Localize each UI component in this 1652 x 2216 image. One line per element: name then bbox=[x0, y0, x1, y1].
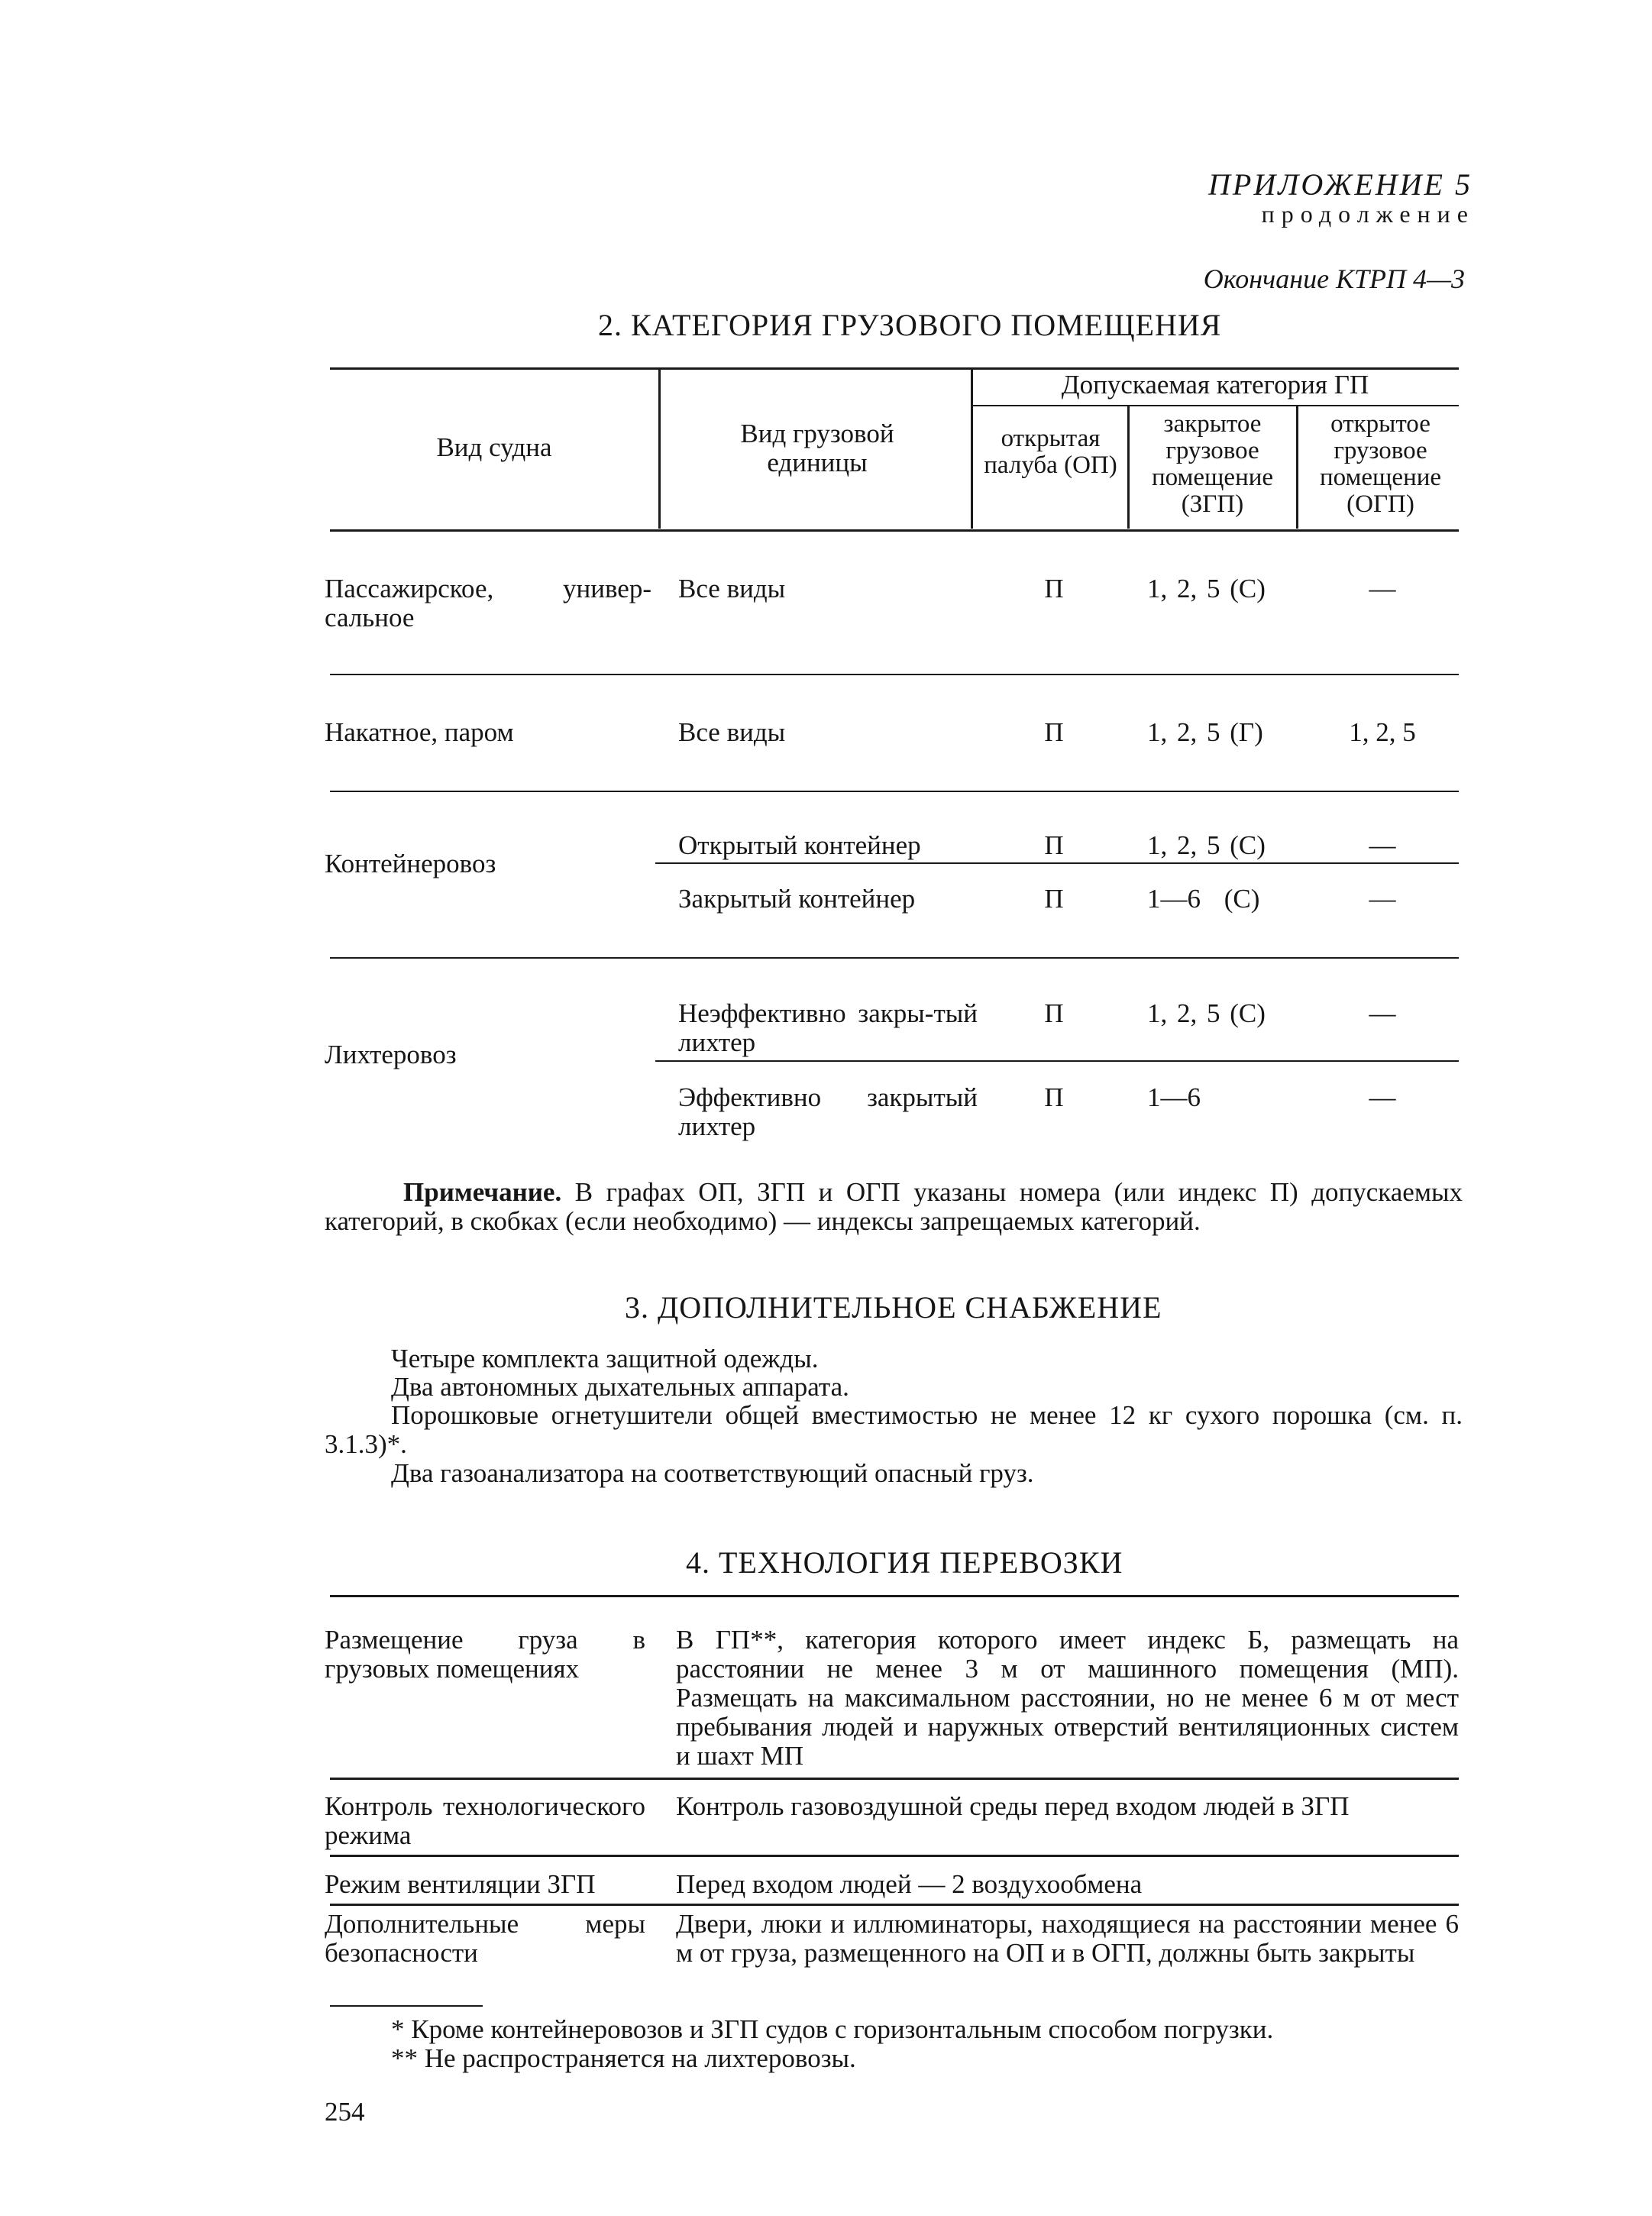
table-row-unit: Неэффективно закры-тый лихтер bbox=[678, 998, 978, 1057]
col-op-header: открытая палуба (ОП) bbox=[984, 425, 1117, 479]
footnote: * Кроме контейнеровозов и ЗГП судов с горизонтальным способом погрузки. bbox=[391, 2014, 1274, 2044]
tech-row-text: Контроль газовоздушной среды перед входом людей в ЗГП bbox=[676, 1791, 1350, 1821]
tech-row-text: Перед входом людей — 2 воздухообмена bbox=[676, 1869, 1143, 1899]
supply-line: Два газоанализатора на соответствующий опасный груз. bbox=[391, 1458, 1034, 1488]
table-row-ogp: — bbox=[1369, 1082, 1396, 1112]
table-row-op: П bbox=[1044, 830, 1064, 860]
tech-row-text: Двери, люки и иллюминаторы, находящиеся на расстоянии менее 6 м от груза, размещенного на ОП и в ОГП, должны быть закрыты bbox=[676, 1909, 1459, 1968]
table-row-ship: Пассажирское, универ-сальное bbox=[325, 574, 651, 632]
col-ship-header: Вид судна bbox=[436, 432, 552, 462]
col-divider-4 bbox=[1296, 406, 1298, 529]
supply-line: Четыре комплекта защитной одежды. bbox=[391, 1344, 819, 1373]
col-divider-3 bbox=[1127, 406, 1130, 529]
footnote: ** Не распространяется на лихтеровозы. bbox=[391, 2043, 856, 2073]
table-row-ship: Лихтеровоз bbox=[325, 1040, 457, 1069]
table-row-zgp: 1, 2, 5 (С) bbox=[1147, 998, 1266, 1028]
table-row-ship: Накатное, паром bbox=[325, 717, 514, 747]
tech-row-label: Режим вентиляции ЗГП bbox=[325, 1869, 596, 1899]
col-ogp-header: открытое грузовое помещение (ОГП) bbox=[1319, 410, 1442, 518]
table-row-ogp: — bbox=[1369, 884, 1396, 914]
table-row-ogp: 1, 2, 5 bbox=[1349, 717, 1416, 747]
col-allowed-header: Допускаемая категория ГП bbox=[1061, 370, 1369, 400]
section3-title: 3. ДОПОЛНИТЕЛЬНОЕ СНАБЖЕНИЕ bbox=[625, 1290, 1162, 1325]
supply-line: Два автономных дыхательных аппарата. bbox=[391, 1372, 849, 1402]
tech-row-rule bbox=[330, 1778, 1459, 1780]
tech-row-rule bbox=[330, 1904, 1459, 1906]
table-row-unit: Все виды bbox=[678, 717, 786, 747]
appendix-continued: продолжение bbox=[1261, 200, 1475, 228]
table-row-unit: Закрытый контейнер bbox=[678, 884, 916, 914]
footnote-rule bbox=[330, 2005, 483, 2007]
row-rule bbox=[330, 957, 1459, 959]
note-text: В графах ОП, ЗГП и ОГП указаны номера (или индекс П) допускаемых категорий, в скобках (если необходимо) — индексы запрещаемых категорий. bbox=[325, 1177, 1463, 1236]
table-row-zgp: 1—6 (С) bbox=[1147, 884, 1260, 914]
table-row-op: П bbox=[1044, 574, 1064, 603]
table-row-ship: Контейнеровоз bbox=[325, 849, 496, 878]
allowed-group-rule bbox=[971, 405, 1459, 406]
table-row-zgp: 1, 2, 5 (С) bbox=[1147, 574, 1266, 603]
tech-row-label: Размещение груза в грузовых помещениях bbox=[325, 1625, 645, 1684]
col-divider-1 bbox=[658, 370, 661, 529]
col-unit-header: Вид грузовой единицы bbox=[740, 419, 894, 477]
page-number: 254 bbox=[325, 2097, 365, 2127]
table-row-ogp: — bbox=[1369, 998, 1396, 1028]
note-label: Примечание. bbox=[403, 1177, 562, 1207]
table-row-op: П bbox=[1044, 717, 1064, 747]
table-row-zgp: 1—6 bbox=[1147, 1082, 1201, 1112]
col-zgp-header: закрытое грузовое помещение (ЗГП) bbox=[1151, 410, 1274, 518]
table-head-rule bbox=[330, 529, 1459, 532]
table-row-unit: Все виды bbox=[678, 574, 786, 603]
table-end-label: Окончание КТРП 4—3 bbox=[1203, 264, 1465, 294]
table-row-op: П bbox=[1044, 884, 1064, 914]
table-row-ogp: — bbox=[1369, 574, 1396, 603]
section4-title: 4. ТЕХНОЛОГИЯ ПЕРЕВОЗКИ bbox=[686, 1545, 1123, 1580]
appendix-title: ПРИЛОЖЕНИЕ 5 bbox=[1208, 167, 1473, 202]
row-rule bbox=[330, 674, 1459, 675]
table-row-ogp: — bbox=[1369, 830, 1396, 860]
tech-row-rule bbox=[330, 1855, 1459, 1857]
section4-top-rule bbox=[330, 1595, 1459, 1597]
row-subrule bbox=[655, 1060, 1459, 1062]
table-row-op: П bbox=[1044, 1082, 1064, 1112]
table-row-unit: Открытый контейнер bbox=[678, 830, 921, 860]
table-note bbox=[325, 1178, 1463, 1236]
supply-line: Порошковые огнетушители общей вместимостью не менее 12 кг сухого порошка (см. п. 3.1.3)*. bbox=[325, 1400, 1463, 1459]
table-row-unit: Эффективно закрытый лихтер bbox=[678, 1082, 978, 1141]
row-subrule bbox=[655, 862, 1459, 864]
table-row-zgp: 1, 2, 5 (Г) bbox=[1147, 717, 1263, 747]
section2-title: 2. КАТЕГОРИЯ ГРУЗОВОГО ПОМЕЩЕНИЯ bbox=[598, 308, 1222, 342]
table-row-zgp: 1, 2, 5 (С) bbox=[1147, 830, 1266, 860]
tech-row-label: Дополнительные меры безопасности bbox=[325, 1909, 645, 1968]
table-row-op: П bbox=[1044, 998, 1064, 1028]
tech-row-text: В ГП**, категория которого имеет индекс Б, размещать на расстоянии не менее 3 м от машинного помещения (МП). Размещать на максимальном расстоянии, но не менее 6 м от мест пребывания людей и наружных отверстий вентиляционных систем и шахт МП bbox=[676, 1625, 1459, 1771]
row-rule bbox=[330, 791, 1459, 792]
tech-row-label: Контроль технологического режима bbox=[325, 1791, 645, 1850]
